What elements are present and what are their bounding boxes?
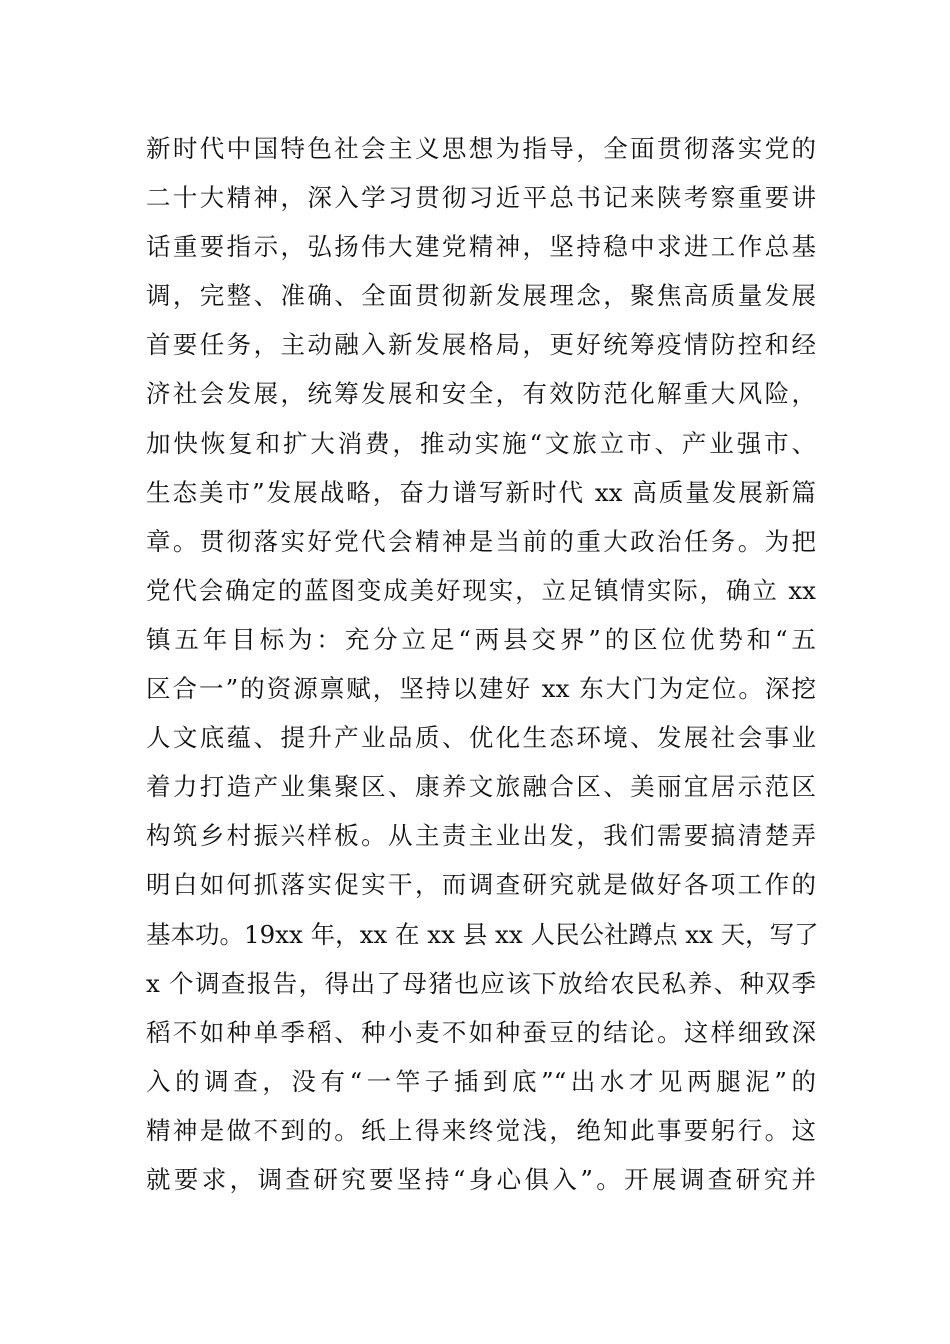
text-line: 章。贯彻落实好党代会精神是当前的重大政治任务。为把 <box>146 526 816 556</box>
text-line: 加快恢复和扩大消费，推动实施“文旅立市、产业强市、 <box>146 428 816 458</box>
text-line: 首要任务，主动融入新发展格局，更好统筹疫情防控和经 <box>146 330 816 360</box>
text-line: 调，完整、准确、全面贯彻新发展理念，聚焦高质量发展 <box>146 281 816 311</box>
text-line: 精神是做不到的。纸上得来终觉浅，绝知此事要躬行。这 <box>146 1115 816 1145</box>
text-line: 基本功。19xx 年，xx 在 xx 县 xx 人民公社蹲点 xx 天，写了 <box>146 919 819 949</box>
text-line: 稻不如种单季稻、种小麦不如种蚕豆的结论。这样细致深 <box>146 1017 816 1047</box>
text-line: 人文底蕴、提升产业品质、优化生态环境、发展社会事业 <box>146 723 816 753</box>
text-line: 二十大精神，深入学习贯彻习近平总书记来陕考察重要讲 <box>146 183 816 213</box>
text-line: x 个调查报告，得出了母猪也应该下放给农民私养、种双季 <box>146 968 816 998</box>
text-line: 镇五年目标为：充分立足“两县交界”的区位优势和“五 <box>146 624 816 654</box>
text-line: 话重要指示，弘扬伟大建党精神，坚持稳中求进工作总基 <box>146 232 816 262</box>
text-line: 区合一”的资源禀赋，坚持以建好 xx 东大门为定位。深挖 <box>146 674 816 704</box>
text-line: 构筑乡村振兴样板。从主责主业出发，我们需要搞清楚弄 <box>146 821 816 851</box>
text-line: 新时代中国特色社会主义思想为指导，全面贯彻落实党的 <box>146 134 816 163</box>
text-line: 就要求，调查研究要坚持“身心俱入”。开展调查研究并 <box>146 1164 816 1194</box>
body-paragraph <box>146 124 819 1204</box>
text-line: 党代会确定的蓝图变成美好现实，立足镇情实际，确立 xx <box>146 575 816 605</box>
text-line: 入的调查，没有“一竿子插到底”“出水才见两腿泥”的 <box>146 1066 816 1096</box>
text-line: 明白如何抓落实促实干，而调查研究就是做好各项工作的 <box>146 870 816 900</box>
text-line: 着力打造产业集聚区、康养文旅融合区、美丽宜居示范区 <box>146 772 816 802</box>
text-line: 济社会发展，统筹发展和安全，有效防范化解重大风险， <box>146 379 816 409</box>
text-line: 生态美市”发展战略，奋力谱写新时代 xx 高质量发展新篇 <box>146 477 816 507</box>
